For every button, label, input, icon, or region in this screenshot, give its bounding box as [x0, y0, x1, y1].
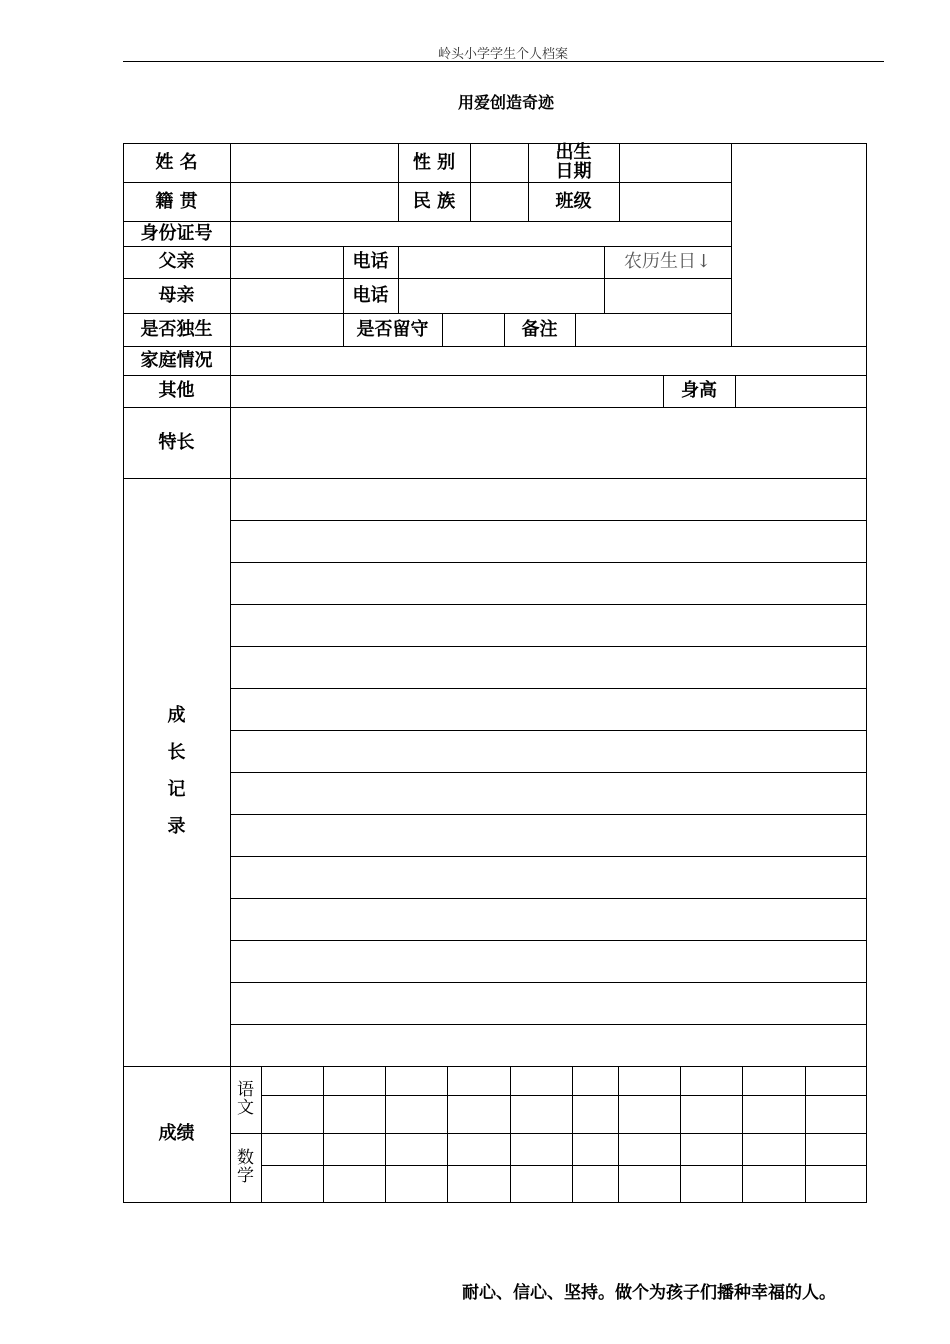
id-label: 身份证号	[140, 222, 213, 244]
birthdate-label	[528, 143, 619, 182]
birthdate-label-part-1: 出生	[555, 141, 592, 163]
score-cell[interactable]	[323, 1133, 386, 1166]
left-behind-field[interactable]	[442, 313, 505, 347]
growth-record-line[interactable]	[230, 730, 867, 773]
header-divider	[123, 61, 884, 62]
score-cell[interactable]	[385, 1165, 448, 1203]
growth-record-line[interactable]	[230, 814, 867, 857]
score-cell[interactable]	[323, 1095, 386, 1134]
birthdate-label-part-2: 日期	[555, 160, 592, 182]
growth-record-line[interactable]	[230, 688, 867, 731]
gender-label: 性 别	[412, 151, 456, 173]
score-cell[interactable]	[510, 1095, 573, 1134]
growth-record-line[interactable]	[230, 772, 867, 815]
score-cell[interactable]	[742, 1165, 806, 1203]
chinese-label-part-1: 语	[237, 1079, 254, 1100]
only-child-field[interactable]	[230, 313, 344, 347]
score-cell[interactable]	[261, 1066, 324, 1096]
specialty-label: 特长	[158, 431, 195, 453]
father-phone-field[interactable]	[398, 246, 605, 279]
score-cell[interactable]	[385, 1133, 448, 1166]
other-label: 其他	[158, 380, 195, 401]
score-cell[interactable]	[447, 1066, 511, 1096]
score-cell[interactable]	[805, 1165, 867, 1203]
score-cell[interactable]	[618, 1095, 681, 1134]
remark-field[interactable]	[575, 313, 732, 347]
score-cell[interactable]	[385, 1095, 448, 1134]
score-cell[interactable]	[742, 1095, 806, 1134]
height-field[interactable]	[735, 375, 867, 408]
other-field[interactable]	[230, 375, 664, 408]
score-cell[interactable]	[323, 1165, 386, 1203]
remark-label: 备注	[521, 318, 558, 340]
growth-record-line[interactable]	[230, 520, 867, 563]
math-label	[230, 1133, 261, 1202]
score-cell[interactable]	[572, 1133, 619, 1166]
ethnicity-label: 民 族	[412, 190, 456, 212]
score-cell[interactable]	[680, 1165, 743, 1203]
score-cell[interactable]	[261, 1133, 324, 1166]
ethnicity-field[interactable]	[470, 182, 529, 222]
class-label: 班级	[555, 190, 592, 212]
score-cell[interactable]	[742, 1066, 806, 1096]
score-cell[interactable]	[261, 1165, 324, 1203]
math-label-part-2: 学	[237, 1165, 254, 1186]
growth-record-line[interactable]	[230, 856, 867, 899]
father-label: 父亲	[158, 251, 195, 272]
mother-label: 母亲	[158, 284, 195, 306]
growth-record-line[interactable]	[230, 940, 867, 983]
growth-record-label-part-1: 成	[167, 705, 186, 727]
page-title: 用爱创造奇迹	[457, 93, 554, 112]
growth-record-line[interactable]	[230, 562, 867, 605]
growth-record-line[interactable]	[230, 982, 867, 1025]
specialty-field[interactable]	[230, 407, 867, 479]
growth-record-line[interactable]	[230, 646, 867, 689]
gender-field[interactable]	[470, 143, 529, 183]
score-cell[interactable]	[447, 1095, 511, 1134]
score-cell[interactable]	[447, 1165, 511, 1203]
mother-phone-field[interactable]	[398, 278, 605, 314]
score-cell[interactable]	[510, 1133, 573, 1166]
left-behind-label: 是否留守	[356, 318, 429, 340]
family-label: 家庭情况	[140, 349, 213, 371]
birthdate-field[interactable]	[619, 143, 732, 183]
family-field[interactable]	[230, 346, 867, 376]
score-cell[interactable]	[261, 1095, 324, 1134]
score-cell[interactable]	[618, 1133, 681, 1166]
score-cell[interactable]	[385, 1066, 448, 1096]
growth-record-label	[123, 478, 230, 1066]
height-label: 身高	[681, 380, 717, 401]
score-cell[interactable]	[805, 1133, 867, 1166]
score-cell[interactable]	[323, 1066, 386, 1096]
score-cell[interactable]	[447, 1133, 511, 1166]
score-cell[interactable]	[680, 1066, 743, 1096]
growth-record-label-part-3: 记	[167, 779, 186, 800]
only-child-label: 是否独生	[140, 318, 213, 340]
father-field[interactable]	[230, 246, 344, 279]
chinese-label-part-2: 文	[237, 1097, 254, 1118]
growth-record-label-part-4: 录	[167, 815, 186, 837]
growth-record-line[interactable]	[230, 1024, 867, 1067]
score-cell[interactable]	[618, 1066, 681, 1096]
mother-phone-label: 电话	[352, 284, 389, 306]
photo-box[interactable]	[731, 143, 867, 347]
score-cell[interactable]	[680, 1095, 743, 1134]
score-cell[interactable]	[680, 1133, 743, 1166]
score-cell[interactable]	[572, 1066, 619, 1096]
lunar-birthday-field[interactable]	[604, 278, 732, 314]
score-cell[interactable]	[618, 1165, 681, 1203]
name-field[interactable]	[230, 143, 399, 183]
lunar-birthday-label: 农历生日↓	[623, 251, 712, 272]
score-cell[interactable]	[805, 1095, 867, 1134]
class-field[interactable]	[619, 182, 732, 222]
growth-record-line[interactable]	[230, 478, 867, 521]
math-label-part-1: 数	[237, 1147, 254, 1168]
name-label: 姓 名	[155, 151, 198, 173]
score-cell[interactable]	[805, 1066, 867, 1096]
growth-record-line[interactable]	[230, 604, 867, 647]
chinese-label	[230, 1066, 261, 1133]
scores-label: 成绩	[158, 1123, 195, 1144]
score-cell[interactable]	[572, 1095, 619, 1134]
header-school-title: 岭头小学学生个人档案	[437, 47, 568, 62]
footer-motto: 耐心、信心、坚持。做个为孩子们播种幸福的人。	[462, 1283, 836, 1303]
id-field[interactable]	[230, 221, 732, 247]
mother-field[interactable]	[230, 278, 344, 314]
score-cell[interactable]	[572, 1165, 619, 1203]
father-phone-label: 电话	[352, 251, 389, 272]
growth-record-label-part-2: 长	[167, 742, 186, 764]
native-field[interactable]	[230, 182, 399, 222]
score-cell[interactable]	[510, 1165, 573, 1203]
score-cell[interactable]	[742, 1133, 806, 1166]
score-cell[interactable]	[510, 1066, 573, 1096]
native-label: 籍 贯	[155, 190, 198, 212]
growth-record-line[interactable]	[230, 898, 867, 941]
